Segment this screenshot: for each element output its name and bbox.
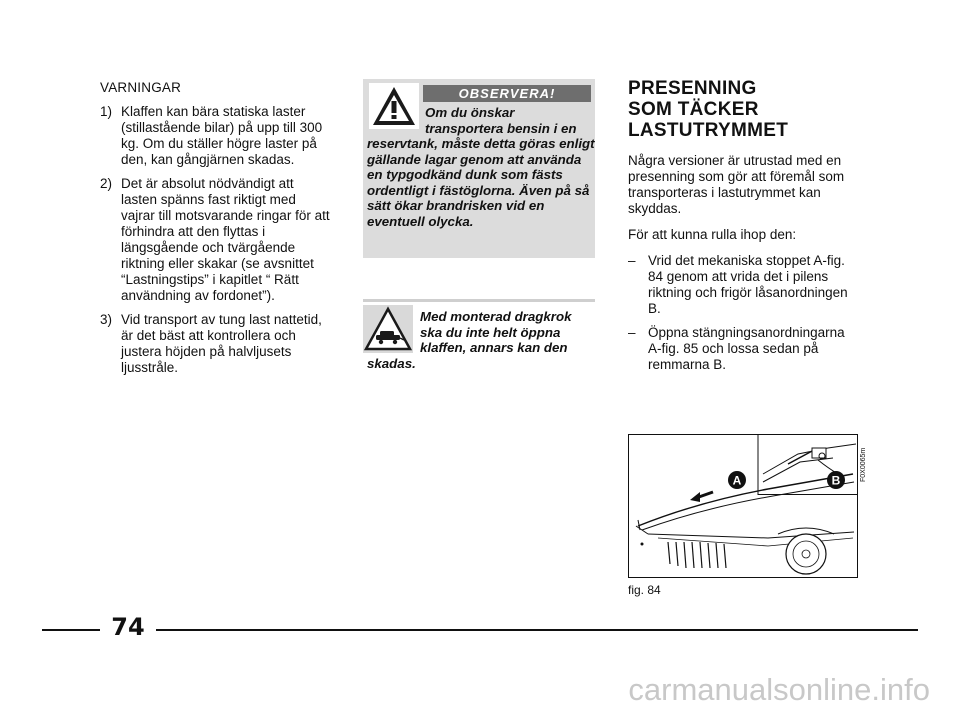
note-divider — [363, 299, 595, 302]
note-lead: Med monterad dragkrok ska du inte helt öppna klaffen, annars kan den — [420, 309, 572, 355]
list-item — [628, 253, 860, 317]
list-item-text: Vid transport av tung last nattetid, är det bäst att kontrollera och justera höjden på halvljusets ljusstråle. — [121, 312, 322, 375]
observera-box — [363, 79, 595, 258]
figure-code — [857, 434, 867, 484]
figure-84-illustration — [628, 434, 858, 578]
footer-rule-left — [42, 629, 100, 631]
step-text: Vrid det mekaniska stoppet A-fig. 84 genom att vrida det i pilens riktning och frigör låsanordningen B. — [648, 253, 848, 316]
step-text: Öppna stängningsanordningarna A-fig. 85 och lossa sedan på remmarna B. — [648, 325, 845, 372]
note-body: skadas. — [367, 355, 416, 371]
watermark — [0, 672, 960, 708]
dash-bullet: – — [628, 253, 636, 268]
section-title-line: LASTUTRYMMET — [628, 120, 789, 141]
steps-list — [628, 253, 860, 373]
intro-paragraph: Några versioner är utrustad med en presenning som gör att föremål som transporteras i lastutrymmet kan skyddas. — [628, 153, 845, 216]
warnings-column — [100, 80, 332, 384]
observera-body: reservtank, måste detta göras enligt gällande lagar genom att använda en typgodkänd dunk som fästs ordentligt i fästöglorna. Även på så sätt ökar brandrisken vid en eventuell olycka. — [367, 136, 595, 229]
section-title-line: PRESENNING — [628, 78, 757, 99]
list-item-number: 1) — [100, 104, 113, 119]
list-item — [628, 325, 860, 373]
marker-a-label: A — [732, 473, 742, 488]
list-item — [100, 176, 332, 304]
lead-paragraph: För att kunna rulla ihop den: — [628, 227, 797, 242]
list-item — [100, 104, 332, 168]
footer-rule-right — [156, 629, 918, 631]
dash-bullet: – — [628, 325, 636, 340]
figure-caption: fig. 84 — [628, 583, 661, 597]
warnings-heading: VARNINGAR — [100, 80, 182, 95]
tonneau-section — [628, 78, 860, 381]
observera-label: OBSERVERA! — [423, 85, 591, 102]
section-title-line: SOM TÄCKER — [628, 99, 759, 120]
list-item-number: 2) — [100, 176, 113, 191]
observera-lead: Om du önskar transportera bensin i en — [425, 105, 577, 136]
list-item-text: Klaffen kan bära statiska laster (stillastående bilar) på upp till 300 kg. Om du ställer högre laster på den, kan gångjärnen skadas. — [121, 104, 323, 167]
marker-b-label: B — [831, 473, 841, 488]
list-item-text: Det är absolut nödvändigt att lasten spänns fast riktigt med vajrar till motsvarande ringar för att förhindra att den flyttas i längsgående och tvärgående riktning eller skakar (se avsnittet “Lastningstips” i kapitlet “ Rätt användning av fordonet”). — [121, 176, 330, 303]
list-item-number: 3) — [100, 312, 113, 327]
watermark-text: carmanualsonline.info — [628, 672, 930, 707]
note-text — [367, 309, 595, 371]
page-number: 74 — [111, 613, 145, 641]
list-item — [100, 312, 332, 376]
figure-code-text: F0X0065m — [860, 447, 867, 482]
warnings-list — [100, 104, 332, 376]
section-title — [628, 78, 860, 141]
observera-text — [363, 105, 595, 229]
